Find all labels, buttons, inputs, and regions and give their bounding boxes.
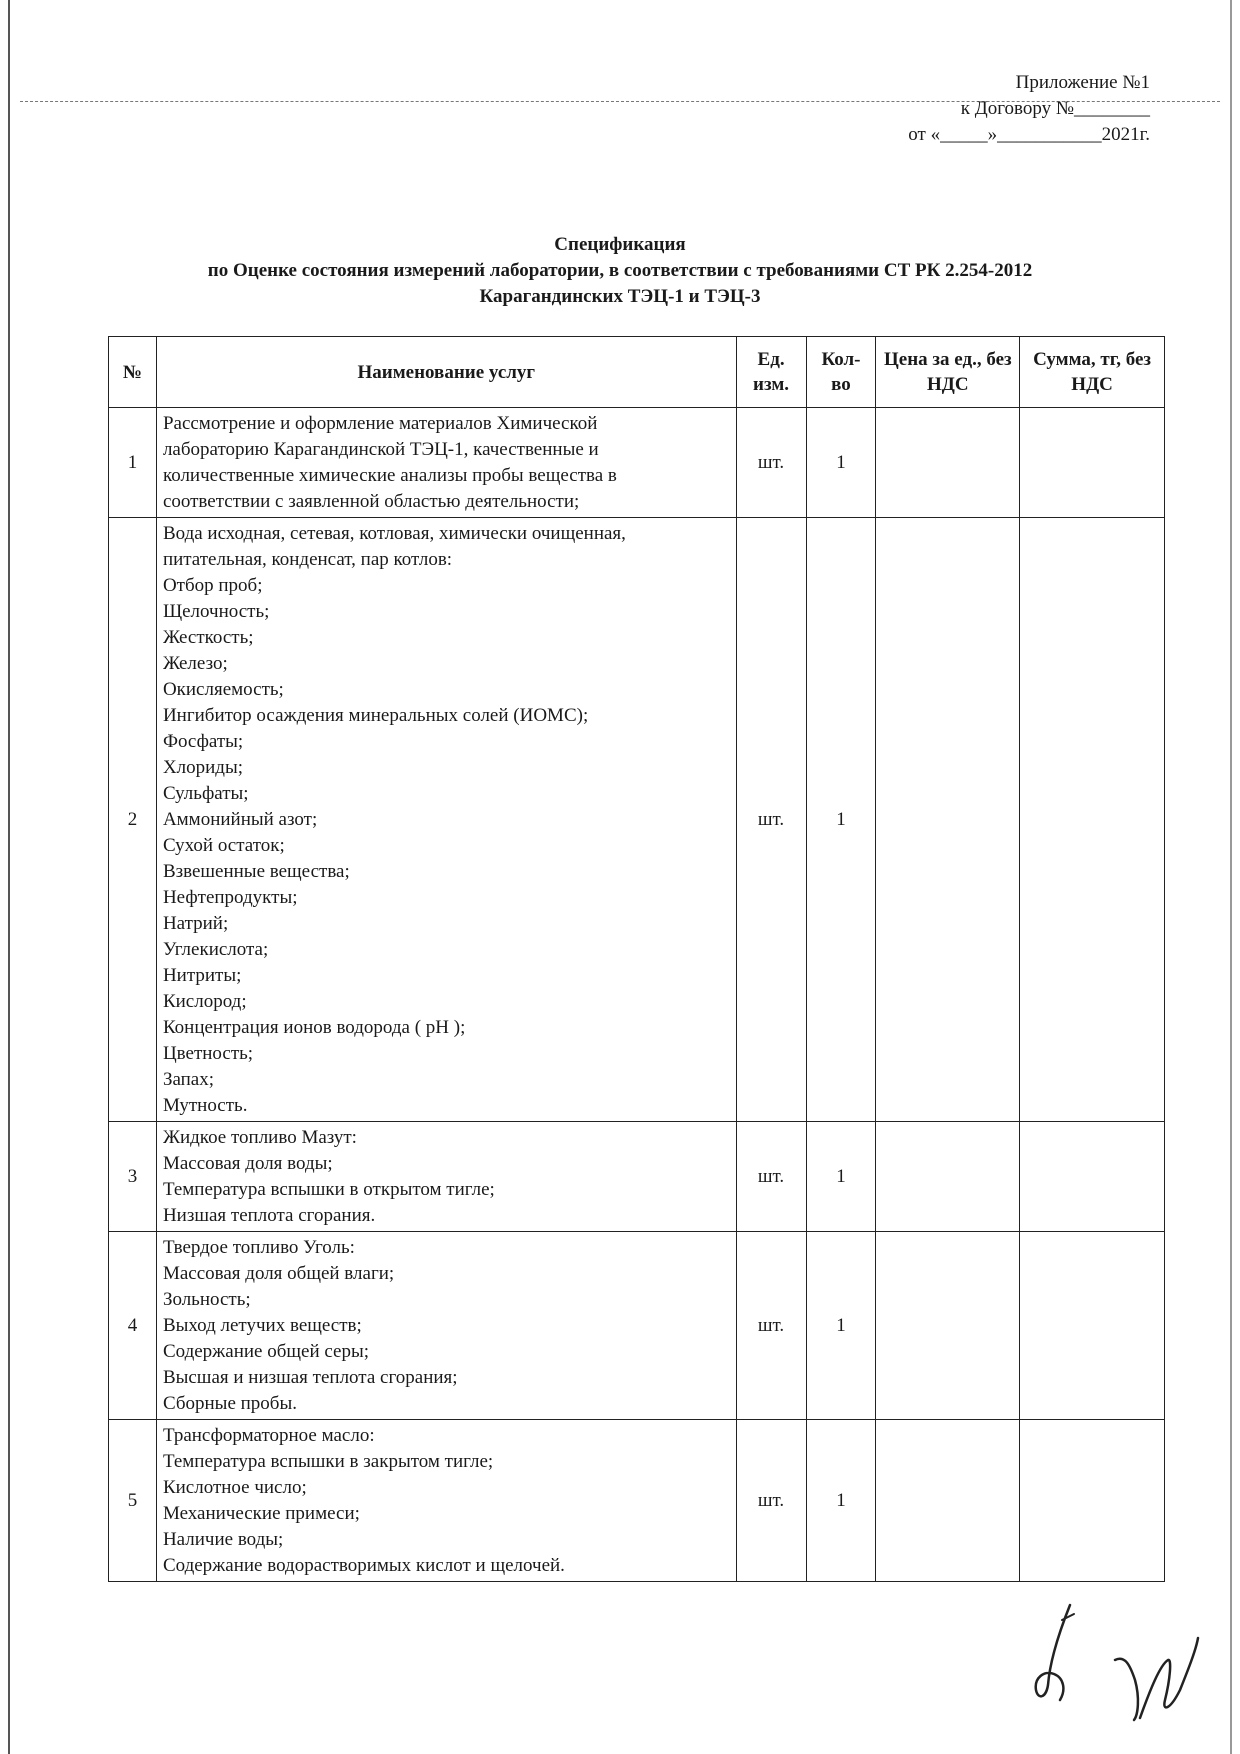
service-line: Твердое топливо Уголь: (162, 1236, 355, 1258)
title-line-1: Спецификация (554, 234, 686, 255)
quantity-cell: 1 (806, 1232, 876, 1420)
service-line: Фосфаты; (162, 730, 244, 752)
service-line: Массовая доля общей влаги; (162, 1262, 395, 1284)
header-name: Наименование услуг (156, 337, 736, 408)
price-cell (876, 1232, 1020, 1420)
service-name (156, 518, 736, 1122)
service-line: Взвешенные вещества; (162, 860, 350, 882)
service-line: Натрий; (162, 912, 229, 934)
scan-left-edge (8, 0, 10, 1754)
unit-cell: шт. (736, 408, 806, 518)
service-line: Кислород; (162, 990, 247, 1012)
row-number: 4 (109, 1232, 157, 1420)
quantity-cell: 1 (806, 1122, 876, 1232)
contract-line: к Договору №________ (960, 98, 1150, 119)
appendix-header (730, 70, 1150, 148)
price-cell (876, 518, 1020, 1122)
service-line: Высшая и низшая теплота сгорания; (162, 1366, 458, 1388)
table-row (109, 1122, 1165, 1232)
table-row (109, 518, 1165, 1122)
table-body (109, 408, 1165, 1582)
service-line: Содержание общей серы; (162, 1340, 370, 1362)
unit-cell: шт. (736, 1232, 806, 1420)
sum-cell (1020, 408, 1165, 518)
service-name (156, 1122, 736, 1232)
service-line: Сульфаты; (162, 782, 249, 804)
header-qty: Кол-во (806, 337, 876, 408)
service-line: Вода исходная, сетевая, котловая, химически очищенная, (162, 522, 626, 544)
date-line: от «_____»___________2021г. (908, 124, 1150, 145)
service-line: Сухой остаток; (162, 834, 285, 856)
service-name (156, 408, 736, 518)
sum-cell (1020, 1122, 1165, 1232)
table-row (109, 408, 1165, 518)
service-line: Жидкое топливо Мазут: (162, 1126, 357, 1148)
service-line: Механические примеси; (162, 1502, 360, 1524)
price-cell (876, 1122, 1020, 1232)
signature-2 (1110, 1620, 1210, 1730)
row-number: 5 (109, 1420, 157, 1582)
service-line: Низшая теплота сгорания. (162, 1204, 376, 1226)
service-line: Железо; (162, 652, 228, 674)
service-line: Мутность. (162, 1094, 248, 1116)
quantity-cell: 1 (806, 408, 876, 518)
header-price: Цена за ед., без НДС (876, 337, 1020, 408)
price-cell (876, 408, 1020, 518)
service-line: количественные химические анализы пробы вещества в (162, 464, 617, 486)
row-number: 2 (109, 518, 157, 1122)
title-line-3: Карагандинских ТЭЦ-1 и ТЭЦ-3 (479, 286, 761, 307)
row-number: 1 (109, 408, 157, 518)
service-line: Зольность; (162, 1288, 251, 1310)
header-num: № (109, 337, 157, 408)
service-line: Нитриты; (162, 964, 242, 986)
signature-1 (1030, 1600, 1100, 1710)
service-name (156, 1420, 736, 1582)
service-line: Наличие воды; (162, 1528, 284, 1550)
quantity-cell: 1 (806, 1420, 876, 1582)
row-number: 3 (109, 1122, 157, 1232)
sum-cell (1020, 1232, 1165, 1420)
table-row (109, 1420, 1165, 1582)
scan-right-edge (1230, 0, 1232, 1754)
sum-cell (1020, 1420, 1165, 1582)
service-line: Хлориды; (162, 756, 244, 778)
sum-cell (1020, 518, 1165, 1122)
service-line: Нефтепродукты; (162, 886, 298, 908)
service-line: Массовая доля воды; (162, 1152, 333, 1174)
table-header-row (109, 337, 1165, 408)
appendix-title: Приложение №1 (1015, 72, 1150, 93)
unit-cell: шт. (736, 1122, 806, 1232)
service-line: Отбор проб; (162, 574, 263, 596)
service-line: Трансформаторное масло: (162, 1424, 375, 1446)
unit-cell: шт. (736, 1420, 806, 1582)
service-line: Цветность; (162, 1042, 254, 1064)
service-line: питательная, конденсат, пар котлов: (162, 548, 453, 570)
service-line: Температура вспышки в открытом тигле; (162, 1178, 495, 1200)
service-line: Кислотное число; (162, 1476, 307, 1498)
service-line: соответствии с заявленной областью деятельности; (162, 490, 580, 512)
document-title (100, 232, 1140, 310)
service-line: Содержание водорастворимых кислот и щелочей. (162, 1554, 565, 1576)
service-line: Сборные пробы. (162, 1392, 297, 1414)
title-line-2: по Оценке состояния измерений лаборатории, в соответствии с требованиями СТ РК 2.254-2012 (207, 260, 1033, 281)
service-line: Концентрация ионов водорода ( pH ); (162, 1016, 466, 1038)
service-line: Выход летучих веществ; (162, 1314, 362, 1336)
service-line: Рассмотрение и оформление материалов Химической (162, 412, 598, 434)
service-line: Температура вспышки в закрытом тигле; (162, 1450, 494, 1472)
service-line: Ингибитор осаждения минеральных солей (ИОМС); (162, 704, 589, 726)
service-line: Щелочность; (162, 600, 270, 622)
service-line: Углекислота; (162, 938, 269, 960)
service-line: Окисляемость; (162, 678, 284, 700)
service-line: Жесткость; (162, 626, 254, 648)
quantity-cell: 1 (806, 518, 876, 1122)
service-line: лабораторию Карагандинской ТЭЦ-1, качественные и (162, 438, 599, 460)
header-unit: Ед. изм. (736, 337, 806, 408)
unit-cell: шт. (736, 518, 806, 1122)
service-name (156, 1232, 736, 1420)
price-cell (876, 1420, 1020, 1582)
service-line: Аммонийный азот; (162, 808, 318, 830)
table-row (109, 1232, 1165, 1420)
specification-table (108, 336, 1165, 1582)
header-sum: Сумма, тг, без НДС (1020, 337, 1165, 408)
service-line: Запах; (162, 1068, 215, 1090)
